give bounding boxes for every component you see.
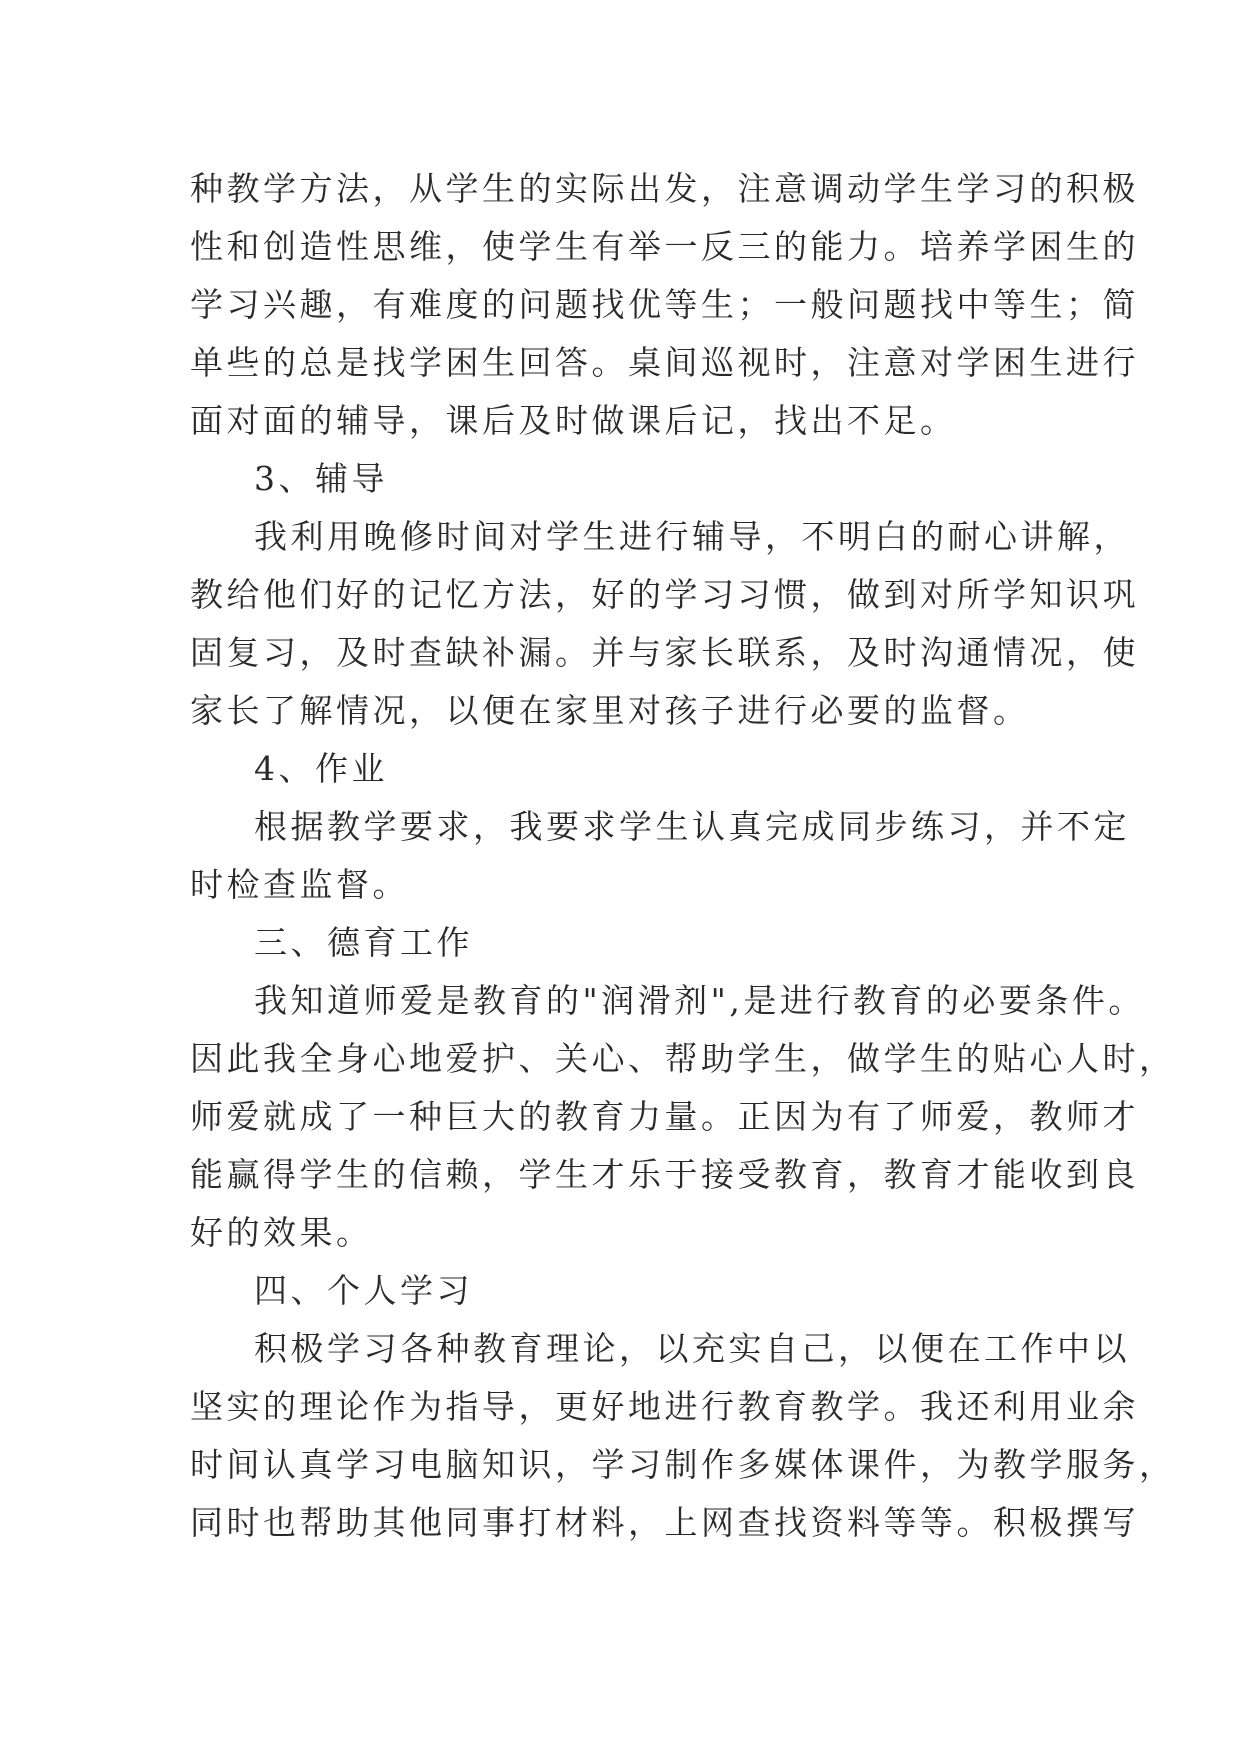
text-line: 固复习，及时查缺补漏。并与家长联系，及时沟通情况，使 <box>190 633 1139 672</box>
text-line: 因此我全身心地爱护、关心、帮助学生，做学生的贴心人时， <box>190 1039 1176 1078</box>
text-line: 时检查监督。 <box>190 865 409 904</box>
text-line: 坚实的理论作为指导，更好地进行教育教学。我还利用业余 <box>190 1387 1139 1426</box>
text-line: 同时也帮助其他同事打材料，上网查找资料等等。积极撰写 <box>190 1503 1139 1542</box>
section-heading: 3、辅导 <box>254 459 388 498</box>
text-line: 我知道师爱是教育的"润滑剂",是进行教育的必要条件。 <box>254 981 1145 1020</box>
text-line: 面对面的辅导，课后及时做课后记，找出不足。 <box>190 401 957 440</box>
text-line: 单些的总是找学困生回答。桌间巡视时，注意对学困生进行 <box>190 343 1139 382</box>
text-line: 师爱就成了一种巨大的教育力量。正因为有了师爱，教师才 <box>190 1097 1139 1136</box>
text-line: 我利用晚修时间对学生进行辅导，不明白的耐心讲解， <box>254 517 1130 556</box>
text-line: 好的效果。 <box>190 1213 373 1252</box>
text-line: 家长了解情况，以便在家里对孩子进行必要的监督。 <box>190 691 1030 730</box>
text-line: 时间认真学习电脑知识，学习制作多媒体课件，为教学服务， <box>190 1445 1176 1484</box>
section-heading: 三、德育工作 <box>254 923 473 962</box>
text-line: 种教学方法，从学生的实际出发，注意调动学生学习的积极 <box>190 169 1139 208</box>
section-heading: 4、作业 <box>254 749 388 788</box>
text-line: 性和创造性思维，使学生有举一反三的能力。培养学困生的 <box>190 227 1139 266</box>
text-line: 学习兴趣，有难度的问题找优等生；一般问题找中等生；简 <box>190 285 1139 324</box>
text-line: 能赢得学生的信赖，学生才乐于接受教育，教育才能收到良 <box>190 1155 1139 1194</box>
text-line: 积极学习各种教育理论，以充实自己，以便在工作中以 <box>254 1329 1130 1368</box>
text-line: 教给他们好的记忆方法，好的学习习惯，做到对所学知识巩 <box>190 575 1139 614</box>
section-heading: 四、个人学习 <box>254 1271 473 1310</box>
text-line: 根据教学要求，我要求学生认真完成同步练习，并不定 <box>254 807 1130 846</box>
document-body <box>190 160 1176 1552</box>
